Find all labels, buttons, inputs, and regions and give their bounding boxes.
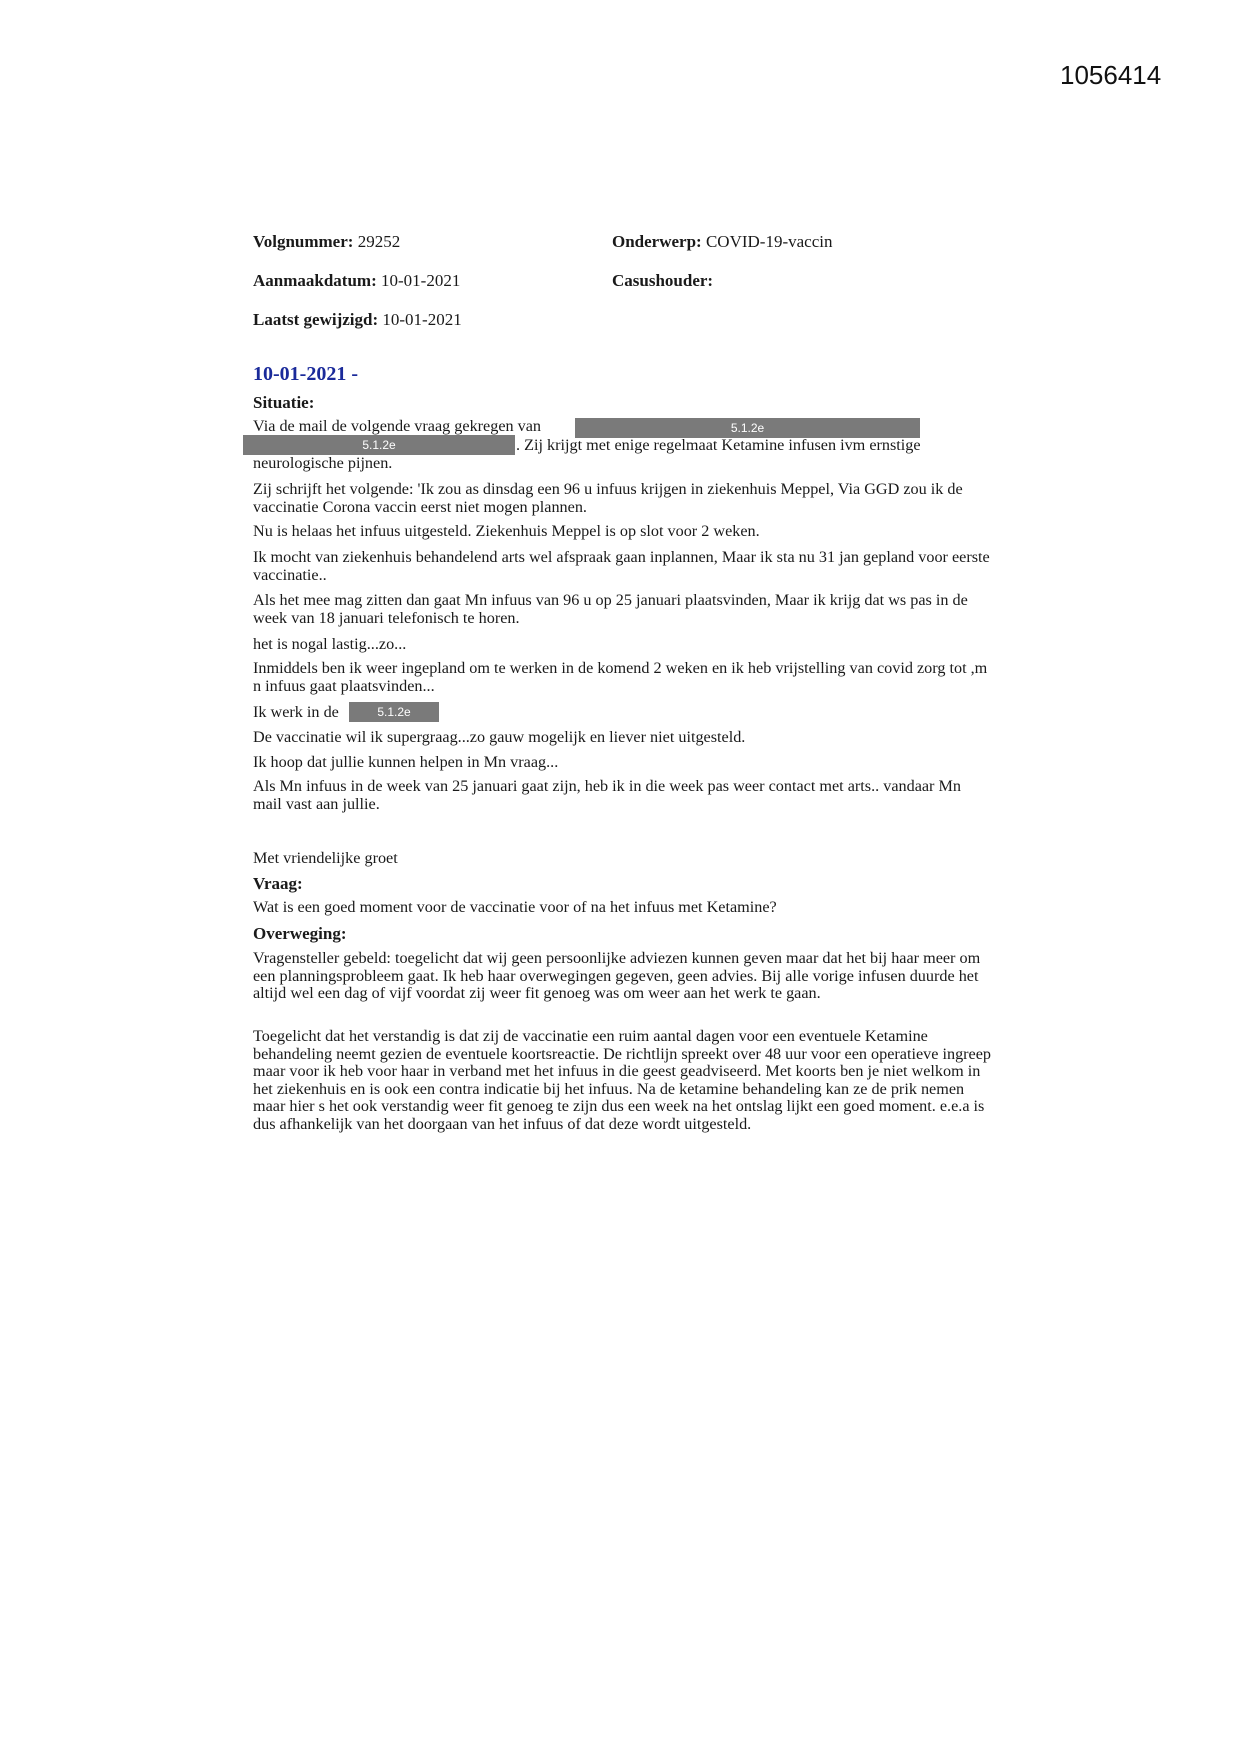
closing-greeting: Met vriendelijke groet [253, 849, 398, 867]
overweging-label: Overweging: [253, 924, 347, 943]
redaction-box: 5.1.2e [349, 702, 439, 722]
laatst-gewijzigd-label: Laatst gewijzigd: [253, 310, 379, 329]
laatst-gewijzigd-row [253, 310, 462, 330]
situatie-paragraph: Ik werk in de [253, 703, 339, 721]
vraag-text: Wat is een goed moment voor de vaccinatie voor of na het infuus met Ketamine? [253, 898, 777, 916]
situatie-line-1-end: neurologische pijnen. [253, 454, 393, 472]
overweging-paragraph: Vragensteller gebeld: toegelicht dat wij geen persoonlijke adviezen kunnen geven maar dat het bij haar meer om een planningsprobleem gaat. Ik heb haar overwegingen gegeven, geen advies. Bij alle vorige infusen duurde het altijd wel een dag of vijf voordat zij weer fit genoeg was om weer aan het werk te gaan. [253, 949, 981, 1002]
volgnummer-value: 29252 [357, 232, 401, 251]
volgnummer-label: Volgnummer: [253, 232, 354, 251]
situatie-label: Situatie: [253, 393, 315, 412]
onderwerp-value: COVID-19-vaccin [705, 232, 833, 251]
onderwerp-row [612, 232, 832, 252]
laatst-gewijzigd-value: 10-01-2021 [382, 310, 462, 329]
situatie-paragraph: Ik mocht van ziekenhuis behandelend arts wel afspraak gaan inplannen, Maar ik sta nu 31 jan gepland voor eerste vaccinatie.. [253, 548, 990, 584]
casushouder-row [612, 271, 713, 291]
situatie-line-1-cont: . Zij krijgt met enige regelmaat Ketamine infusen ivm ernstige [516, 436, 921, 454]
situatie-paragraph: Nu is helaas het infuus uitgesteld. Ziekenhuis Meppel is op slot voor 2 weken. [253, 522, 760, 540]
situatie-paragraph: Zij schrijft het volgende: 'Ik zou as dinsdag een 96 u infuus krijgen in ziekenhuis Meppel, Via GGD zou ik de vaccinatie Corona vaccin eerst niet mogen plannen. [253, 480, 963, 516]
entry-date-heading: 10-01-2021 - [253, 363, 358, 385]
aanmaakdatum-value: 10-01-2021 [381, 271, 461, 290]
overweging-paragraph: Toegelicht dat het verstandig is dat zij de vaccinatie een ruim aantal dagen voor een eventuele Ketamine behandeling neemt gezien de eventuele koortsreactie. De richtlijn spreekt over 48 uur voor een operatieve ingreep maar voor ik heb voor haar in verband met het infuus in die geest geadviseerd. Met koorts ben je niet welkom in het ziekenhuis en is ook een contra indicatie bij het infuus. Na de ketamine behandeling kan ze de prik nemen maar hier s het ook verstandig weer fit genoeg te zijn dus een week na het ontslag lijkt een goed moment. e.e.a is dus afhankelijk van het doorgaan van het infuus of dat deze wordt uitgesteld. [253, 1027, 992, 1133]
aanmaakdatum-row [253, 271, 460, 291]
redaction-box: 5.1.2e [575, 418, 920, 438]
situatie-line-1: Via de mail de volgende vraag gekregen van [253, 417, 542, 435]
casushouder-label: Casushouder: [612, 271, 714, 290]
situatie-paragraph: Inmiddels ben ik weer ingepland om te werken in de komend 2 weken en ik heb vrijstelling van covid zorg tot ,m n infuus gaat plaatsvinden... [253, 659, 988, 695]
aanmaakdatum-label: Aanmaakdatum: [253, 271, 377, 290]
onderwerp-label: Onderwerp: [612, 232, 702, 251]
situatie-paragraph: Als het mee mag zitten dan gaat Mn infuus van 96 u op 25 januari plaatsvinden, Maar ik krijg dat ws pas in de week van 18 januari telefonisch te horen. [253, 591, 968, 627]
situatie-paragraph: De vaccinatie wil ik supergraag...zo gauw mogelijk en liever niet uitgesteld. [253, 728, 746, 746]
vraag-label: Vraag: [253, 874, 303, 893]
volgnummer-row [253, 232, 400, 252]
document-id: 1056414 [1060, 60, 1162, 90]
redaction-box: 5.1.2e [243, 435, 515, 455]
situatie-paragraph: het is nogal lastig...zo... [253, 635, 407, 653]
situatie-paragraph: Ik hoop dat jullie kunnen helpen in Mn vraag... [253, 753, 559, 771]
situatie-paragraph: Als Mn infuus in de week van 25 januari gaat zijn, heb ik in die week pas weer contact met arts.. vandaar Mn mail vast aan jullie. [253, 777, 961, 813]
